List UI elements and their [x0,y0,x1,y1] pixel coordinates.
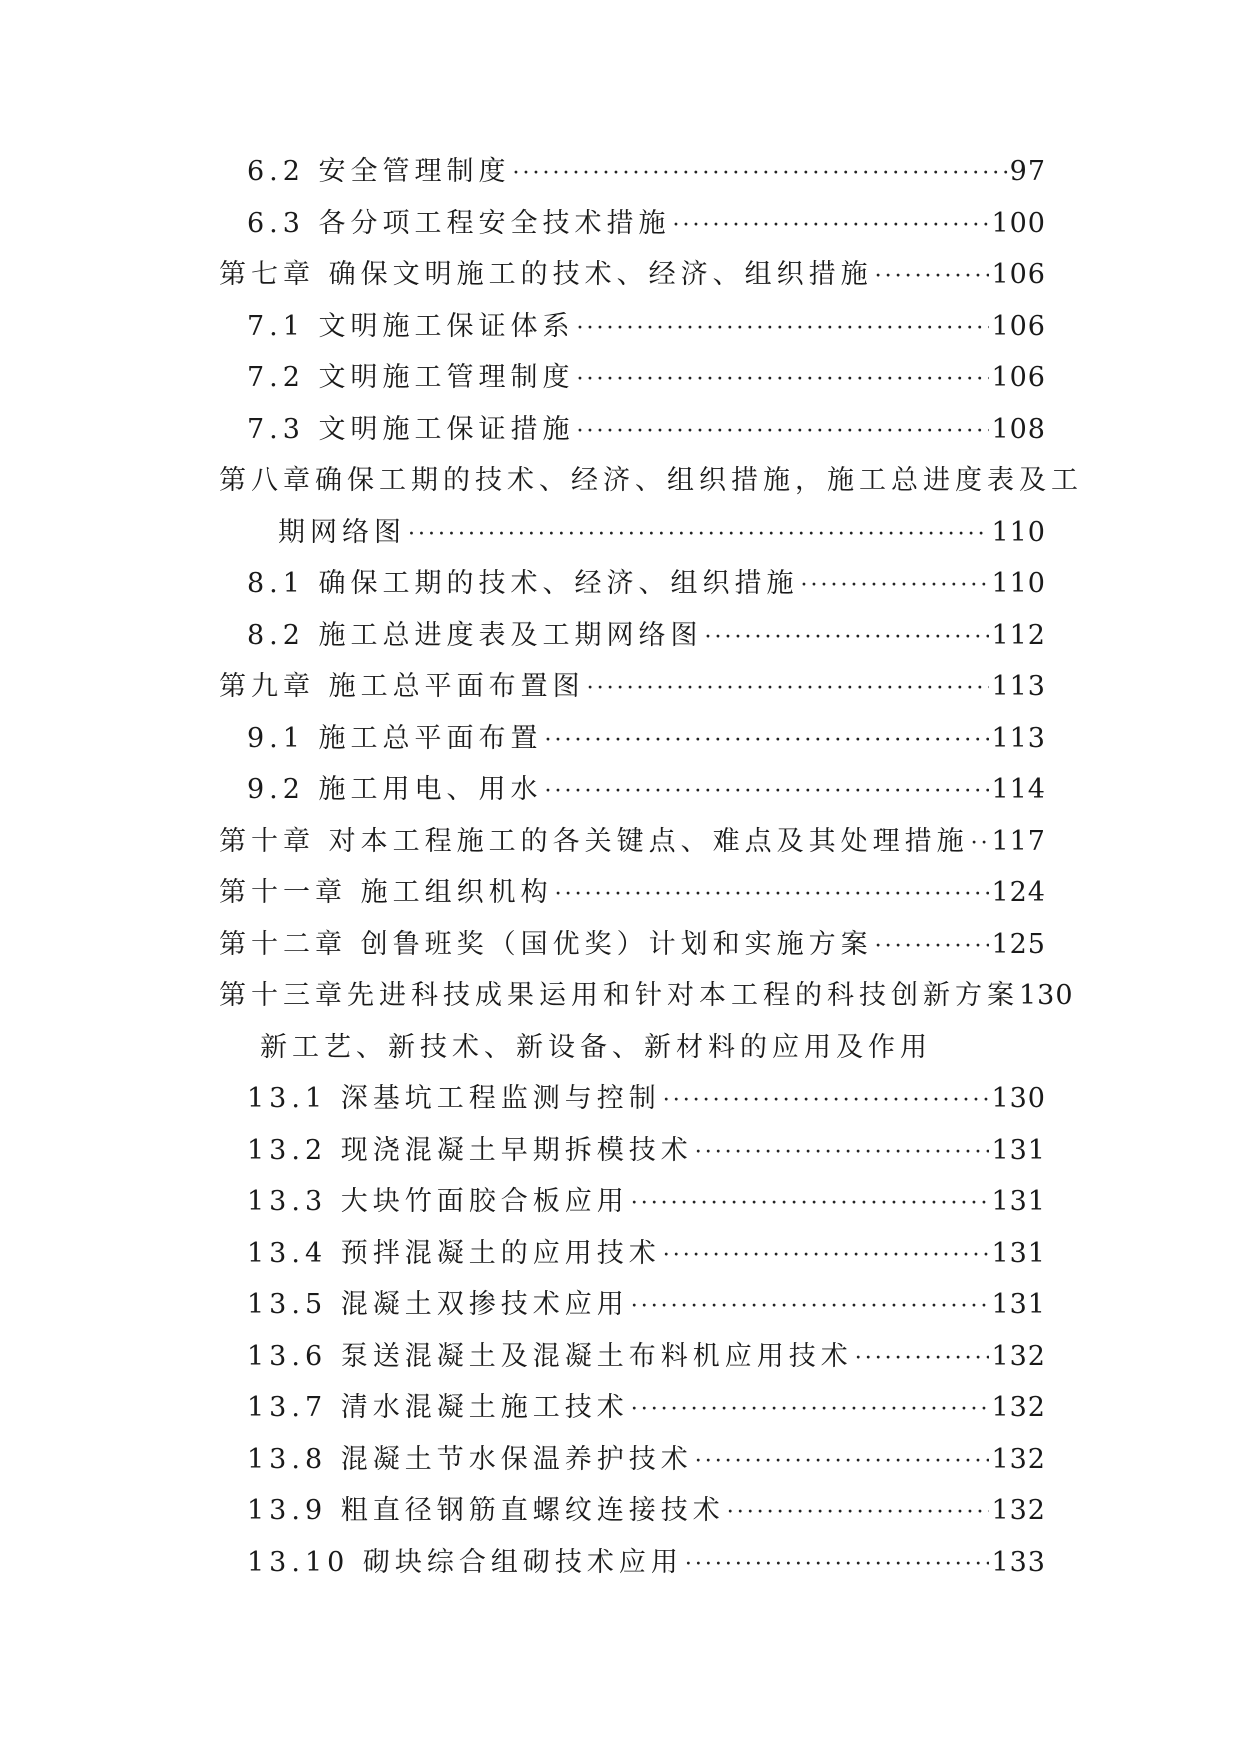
toc-entry[interactable] [0,301,1241,353]
toc-entry-title: 13.4 预拌混凝土的应用技术 [247,1237,661,1269]
dot-leader [545,715,990,767]
dot-leader [408,509,989,561]
toc-entry-title: 第十章 对本工程施工的各关键点、难点及其处理措施 [219,825,969,857]
toc-entry-title: 8.2 施工总进度表及工期网络图 [247,619,703,651]
toc-entry[interactable] [0,249,1241,301]
toc-entry[interactable] [0,1331,1241,1383]
toc-entry-page: 112 [991,619,1046,651]
dot-leader [663,1075,990,1127]
toc-entry-title: 新工艺、新技术、新设备、新材料的应用及作用 [260,1031,932,1063]
toc-entry[interactable] [0,867,1241,919]
dot-leader [801,560,990,612]
toc-entry[interactable] [0,816,1241,868]
toc-entry[interactable] [0,1382,1241,1434]
toc-entry[interactable] [0,1279,1241,1331]
toc-entry-title: 6.2 安全管理制度 [247,156,511,187]
dot-leader [555,869,990,921]
toc-entry-page: 108 [991,413,1046,445]
toc-entry-page: 130 [991,1083,1046,1114]
toc-entry-title: 13.8 混凝土节水保温养护技术 [247,1443,693,1475]
toc-entry[interactable] [0,661,1241,713]
dot-leader [577,303,990,355]
toc-entry-title: 第七章 确保文明施工的技术、经济、组织措施 [219,259,873,290]
dot-leader [577,406,990,458]
dot-leader [685,1539,990,1591]
dot-leader [727,1487,990,1539]
dot-leader [695,1436,990,1488]
toc-entry[interactable] [0,713,1241,765]
toc-entry[interactable] [0,764,1241,816]
toc-entry-title: 第十三章先进科技成果运用和针对本工程的科技创新方案 [219,980,1019,1011]
dot-leader [631,1281,990,1333]
toc-entry[interactable] [0,1073,1241,1125]
toc-entry[interactable] [0,1434,1241,1486]
toc-entry-page: 131 [991,1237,1046,1269]
toc-entry-title: 第十一章 施工组织机构 [219,877,553,908]
toc-entry-title: 第十二章 创鲁班奖（国优奖）计划和实施方案 [219,928,873,960]
toc-entry-title: 6.3 各分项工程安全技术措施 [247,207,671,239]
dot-leader [577,354,990,406]
dot-leader [875,921,990,973]
toc-entry-title: 期网络图 [278,516,406,548]
toc-entry-title: 7.3 文明施工保证措施 [247,413,575,445]
dot-leader [663,1230,990,1282]
toc-entry-page: 131 [991,1289,1046,1320]
toc-entry-page: 125 [991,928,1046,960]
toc-entry-title: 13.1 深基坑工程监测与控制 [247,1083,661,1114]
toc-entry-page: 100 [991,207,1046,239]
toc-entry[interactable] [0,1537,1241,1589]
toc-entry-title: 13.7 清水混凝土施工技术 [247,1392,629,1423]
toc-entry-title: 13.9 粗直径钢筋直螺纹连接技术 [247,1495,725,1526]
toc-entry-page: 106 [991,259,1046,290]
toc-entry-page: 97 [1009,156,1046,187]
toc-entry-page: 110 [991,568,1046,599]
dot-leader [631,1178,990,1230]
toc-entry-page: 114 [991,774,1046,805]
toc-entry[interactable] [0,404,1241,456]
toc-entry[interactable] [0,558,1241,610]
toc-entry[interactable] [0,146,1241,198]
dot-leader [705,612,990,664]
toc-entry-title: 9.2 施工用电、用水 [247,774,543,805]
toc-entry-page: 133 [991,1546,1046,1578]
toc-entry-title: 13.2 现浇混凝土早期拆模技术 [247,1134,693,1166]
toc-entry-title: 7.1 文明施工保证体系 [247,310,575,342]
dot-leader [855,1333,990,1385]
toc-entry[interactable] [0,1125,1241,1177]
toc-entry-page: 132 [991,1392,1046,1423]
dot-leader [545,766,990,818]
dot-leader [587,663,990,715]
toc-entry-page: 131 [991,1186,1046,1217]
toc-entry-title: 9.1 施工总平面布置 [247,722,543,754]
toc-entry[interactable] [0,610,1241,662]
toc-entry-title: 13.5 混凝土双掺技术应用 [247,1289,629,1320]
dot-leader [513,148,1008,200]
toc-entry[interactable] [0,455,1241,507]
toc-entry-page: 113 [991,722,1046,754]
toc-entry-continuation[interactable] [0,507,1241,559]
toc-entry-page: 132 [991,1443,1046,1475]
table-of-contents [0,146,1241,1588]
dot-leader [673,200,990,252]
toc-entry-title: 8.1 确保工期的技术、经济、组织措施 [247,568,799,599]
toc-entry-page: 132 [991,1495,1046,1526]
toc-entry-page: 130 [1019,980,1074,1011]
toc-entry-title: 7.2 文明施工管理制度 [247,362,575,393]
dot-leader [695,1127,990,1179]
toc-entry-continuation [0,1022,1241,1074]
toc-entry-page: 132 [991,1340,1046,1372]
toc-entry-page: 117 [991,825,1046,857]
toc-entry-title: 第八章确保工期的技术、经济、组织措施，施工总进度表及工 [219,465,1083,496]
toc-entry-page: 106 [991,310,1046,342]
toc-entry[interactable] [0,1228,1241,1280]
dot-leader [875,251,990,303]
toc-entry-page: 124 [991,877,1046,908]
toc-entry-page: 110 [991,516,1046,548]
toc-entry-page: 106 [991,362,1046,393]
toc-entry[interactable] [0,919,1241,971]
toc-entry-page: 131 [991,1134,1046,1166]
toc-entry-page: 113 [991,671,1046,702]
dot-leader [971,818,990,870]
toc-entry-title: 13.3 大块竹面胶合板应用 [247,1186,629,1217]
toc-entry[interactable] [0,198,1241,250]
toc-entry-title: 第九章 施工总平面布置图 [219,671,585,702]
toc-entry-title: 13.6 泵送混凝土及混凝土布料机应用技术 [247,1340,853,1372]
dot-leader [631,1384,990,1436]
toc-entry-title: 13.10 砌块综合组砌技术应用 [247,1546,683,1578]
toc-entry[interactable] [0,970,1241,1022]
toc-entry[interactable] [0,1485,1241,1537]
toc-entry[interactable] [0,352,1241,404]
toc-entry[interactable] [0,1176,1241,1228]
